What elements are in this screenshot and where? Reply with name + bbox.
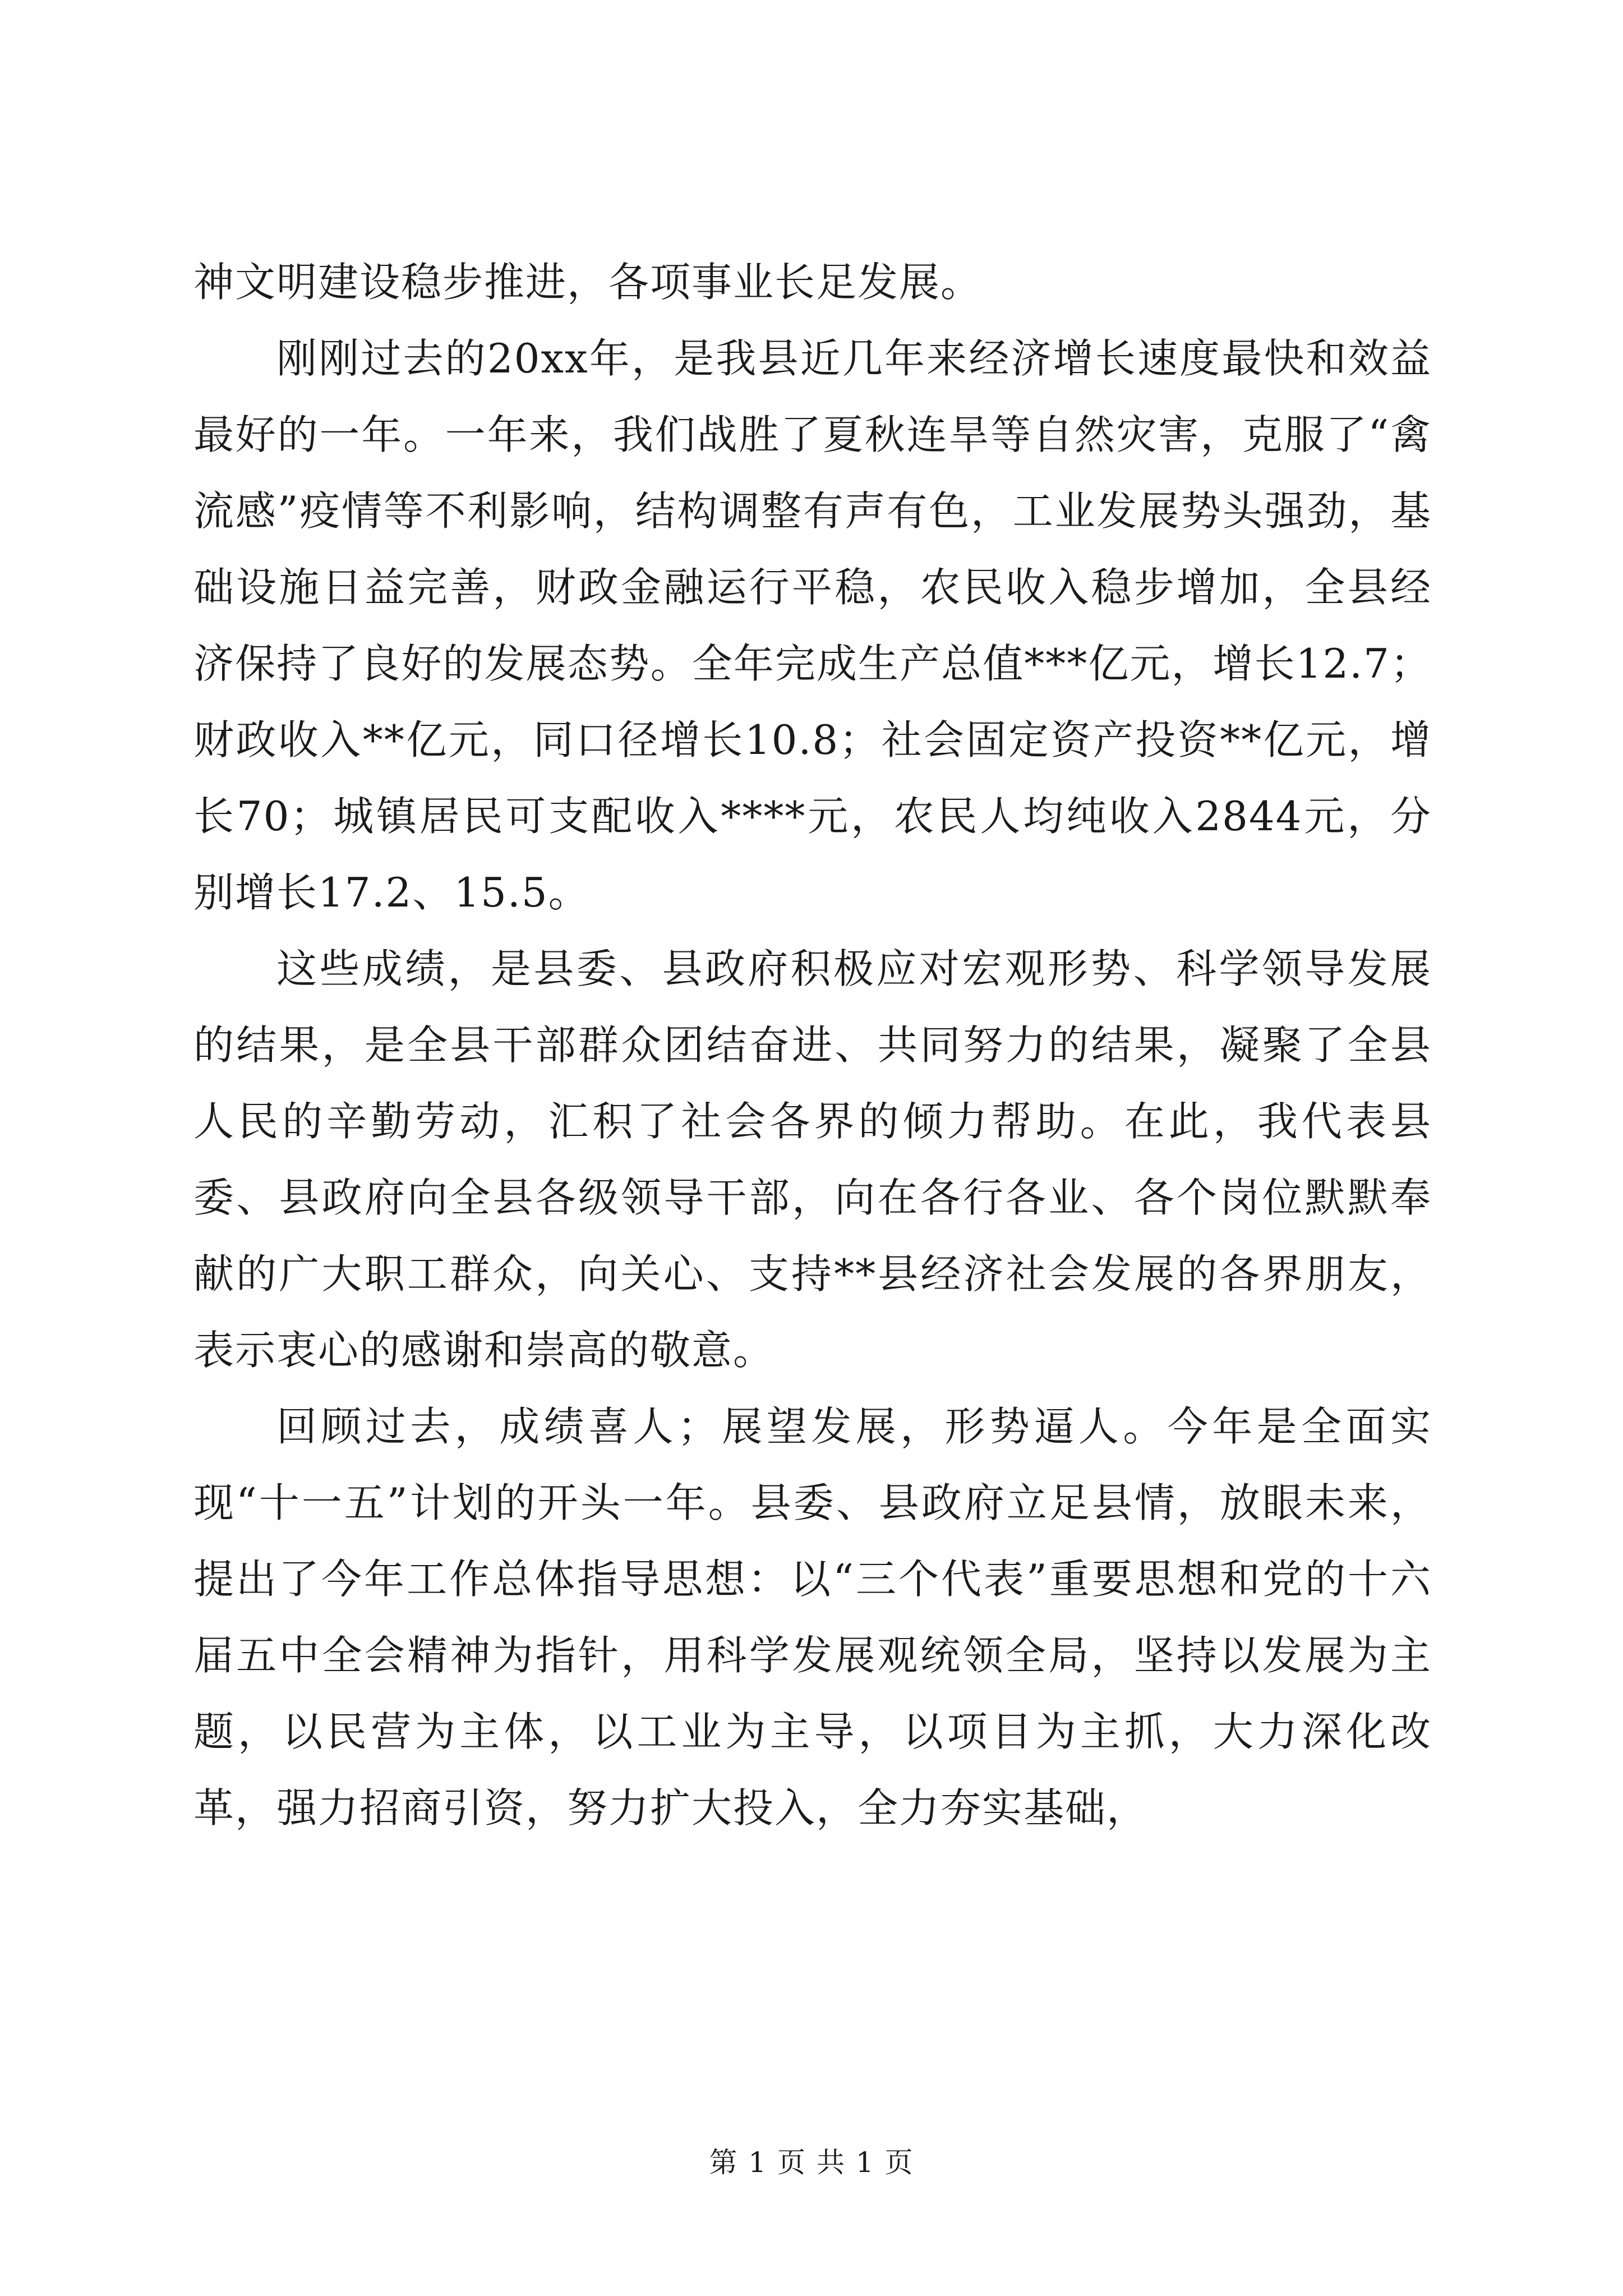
paragraph-economic-summary: 刚刚过去的20xx年，是我县近几年来经济增长速度最快和效益最好的一年。一年来，我们战胜了夏秋连旱等自然灾害，克服了“禽流感”疫情等不利影响，结构调整有声有色，工业发展势头强劲，基础设施日益完善，财政金融运行平稳，农民收入稳步增加，全县经济保持了良好的发展态势。全年完成生产总值***亿元，增长12.7；财政收入**亿元，同口径增长10.8；社会固定资产投资**亿元，增长70；城镇居民可支配收入****元，农民人均纯收入2844元，分别增长17.2、15.5。 xyxy=(193,335,1432,916)
paragraph-continuation: 神文明建设稳步推进，各项事业长足发展。 xyxy=(193,259,983,306)
page-footer: 第 1 页 共 1 页 xyxy=(709,2146,914,2179)
body-text xyxy=(193,244,1432,1846)
paragraph-outlook: 回顾过去，成绩喜人；展望发展，形势逼人。今年是全面实现“十一五”计划的开头一年。县委、县政府立足县情，放眼未来，提出了今年工作总体指导思想：以“三个代表”重要思想和党的十六届五中全会精神为指针，用科学发展观统领全局，坚持以发展为主题，以民营为主体，以工业为主导，以项目为主抓，大力深化改革，强力招商引资，努力扩大投入，全力夯实基础， xyxy=(193,1403,1432,1832)
paragraph-acknowledgement: 这些成绩，是县委、县政府积极应对宏观形势、科学领导发展的结果，是全县干部群众团结奋进、共同努力的结果，凝聚了全县人民的辛勤劳动，汇积了社会各界的倾力帮助。在此，我代表县委、县政府向全县各级领导干部，向在各行各业、各个岗位默默奉献的广大职工群众，向关心、支持**县经济社会发展的各界朋友，表示衷心的感谢和崇高的敬意。 xyxy=(193,945,1432,1374)
